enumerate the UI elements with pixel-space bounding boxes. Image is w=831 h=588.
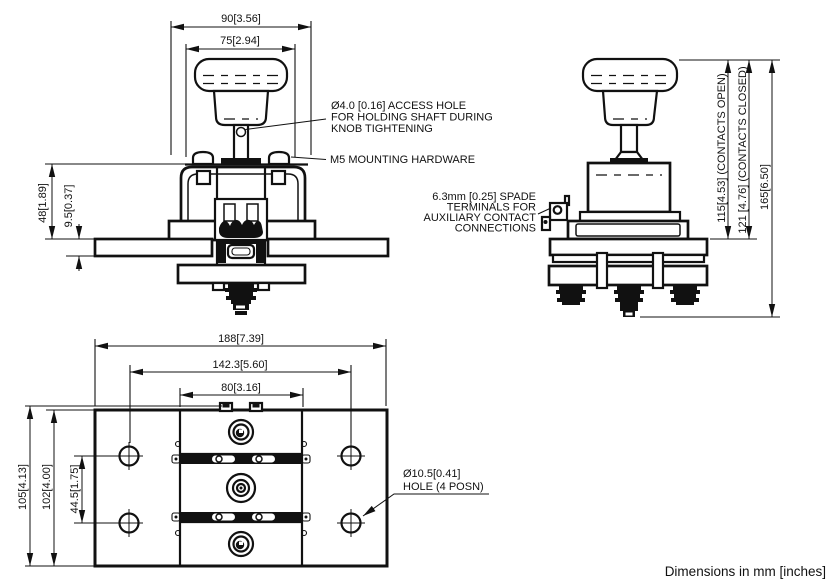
spade-note-4: CONNECTIONS bbox=[454, 222, 536, 235]
busbar-link-bottom bbox=[180, 512, 302, 522]
side-upper-block bbox=[588, 163, 670, 212]
terminal-bottom bbox=[229, 532, 253, 556]
front-stud bbox=[225, 283, 257, 315]
access-hole-note-2: FOR HOLDING SHAFT DURING bbox=[331, 111, 493, 124]
access-hole-note-3: KNOB TIGHTENING bbox=[331, 123, 433, 135]
side-body bbox=[542, 158, 688, 239]
hole-note-1: Ø10.5[0.41] bbox=[403, 468, 461, 480]
hole-note-2: HOLE (4 POSN) bbox=[403, 481, 484, 493]
front-shaft-mount bbox=[221, 158, 261, 164]
dim-label-75: 75[2.94] bbox=[220, 35, 260, 47]
busbar-link-top bbox=[180, 454, 302, 464]
mounting-bolt-right bbox=[269, 152, 289, 164]
panel-left bbox=[95, 239, 212, 256]
side-lower bbox=[549, 239, 707, 317]
spade-note-3: AUXILIARY CONTACT bbox=[423, 212, 536, 224]
access-hole-note-1: Ø4.0 [0.16] ACCESS HOLE bbox=[331, 100, 467, 112]
dim-label-165: 165[6.50] bbox=[759, 164, 771, 210]
front-body bbox=[169, 152, 315, 240]
side-stud-middle bbox=[614, 285, 644, 317]
side-strip bbox=[553, 255, 704, 262]
side-stud-right bbox=[670, 285, 700, 305]
dim-label-102: 102[4.00] bbox=[41, 464, 53, 510]
side-shaft bbox=[621, 125, 637, 152]
front-view bbox=[37, 13, 493, 315]
front-knob-taper bbox=[214, 91, 268, 125]
units-note: Dimensions in mm [inches] bbox=[664, 564, 826, 579]
side-lower-block bbox=[549, 266, 707, 285]
terminal-top bbox=[229, 420, 253, 444]
side-view bbox=[424, 59, 780, 317]
side-panel bbox=[550, 239, 707, 255]
dim-label-115: 115[4.53] (CONTACTS OPEN) bbox=[716, 73, 728, 223]
front-knob bbox=[195, 59, 287, 163]
bottom-view bbox=[17, 333, 489, 566]
dim-label-188: 188[7.39] bbox=[218, 333, 264, 345]
dim-label-44: 44.5[1.75] bbox=[69, 464, 81, 514]
side-stud-left bbox=[556, 285, 586, 305]
side-knob-taper bbox=[603, 91, 657, 125]
front-lower-block bbox=[178, 265, 305, 283]
mounting-bolt-left bbox=[193, 152, 213, 164]
dim-label-142: 142.3[5.60] bbox=[212, 359, 268, 371]
mounting-hardware-note: M5 MOUNTING HARDWARE bbox=[330, 154, 476, 166]
side-annotations bbox=[424, 191, 551, 235]
dim-label-9-5: 9.5[0.37] bbox=[63, 184, 75, 228]
dim-label-48: 48[1.89] bbox=[37, 183, 49, 223]
front-body-notch-right bbox=[272, 171, 285, 184]
side-step bbox=[580, 212, 680, 221]
dim-label-90: 90[3.56] bbox=[221, 13, 261, 25]
spade-note-1: 6.3mm [0.25] SPADE bbox=[432, 191, 536, 203]
side-knob bbox=[583, 59, 677, 160]
dim-label-80: 80[3.16] bbox=[221, 382, 261, 394]
dim-label-105: 105[4.13] bbox=[17, 464, 29, 510]
panel-right bbox=[268, 239, 388, 256]
spade-note-2: TERMINALS FOR bbox=[446, 201, 536, 214]
front-body-notch-left bbox=[197, 171, 210, 184]
dim-label-121: 121 [4.76] (CONTACTS CLOSED) bbox=[737, 66, 749, 234]
